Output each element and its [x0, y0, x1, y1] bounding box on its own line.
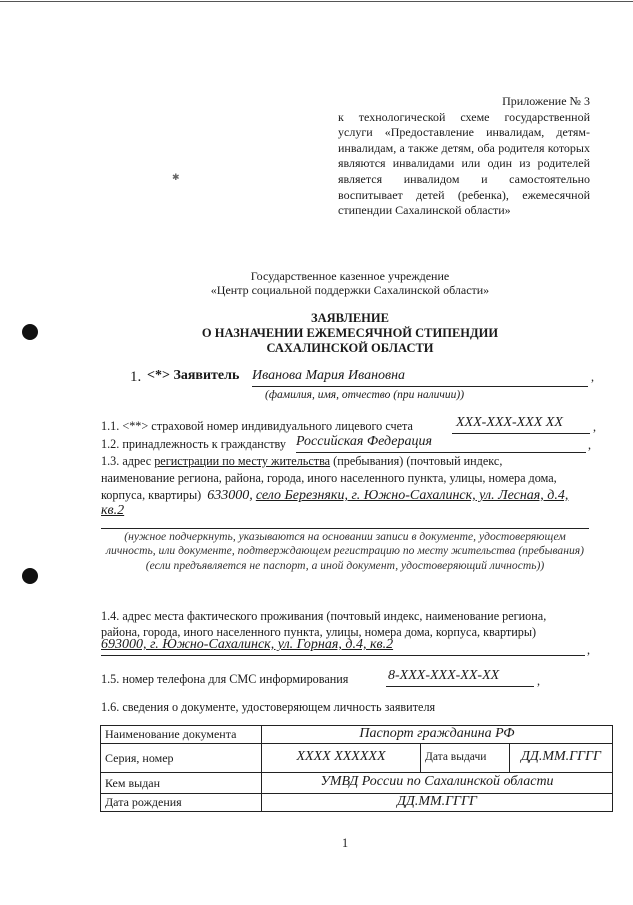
heading-line2: О НАЗНАЧЕНИИ ЕЖЕМЕСЯЧНОЙ СТИПЕНДИИ [201, 326, 499, 340]
table-row [101, 743, 613, 772]
registration-address-value: село Березняки, г. Южно-Сахалинск, ул. Лесная, д.4, [255, 488, 569, 503]
citizenship-label: 1.2. принадлежность к гражданству [101, 437, 286, 451]
doc-issued-by-value: УМВД России по Сахалинской области [262, 772, 613, 793]
binder-hole-bottom [22, 568, 38, 584]
applicant-name-value: Иванова Мария Ивановна [252, 368, 406, 383]
phone-label: 1.5. номер телефона для СМС информирования [101, 672, 349, 686]
snils-label: 1.1. <**> страховой номер индивидуального лицевого счета [101, 419, 413, 433]
actual-address-comma: , [587, 643, 591, 657]
citizenship-field [296, 434, 586, 453]
registration-address-line2: наименование региона, района, города, иного населенного пункта, улицы, номера дома, [101, 471, 557, 485]
appendix-title: Приложение № 3 [502, 94, 590, 108]
phone-field [386, 668, 534, 687]
item1-label: <*> Заявитель [147, 368, 240, 383]
table-row [101, 793, 613, 811]
heading-line3: САХАЛИНСКОЙ ОБЛАСТИ [266, 341, 434, 355]
phone-comma: , [537, 674, 541, 688]
doc-issued-by-label: Кем выдан [101, 772, 262, 793]
scan-speck: ✱ [172, 172, 180, 182]
doc-issue-date-label: Дата выдачи [421, 743, 510, 772]
item1-number: 1. [130, 369, 142, 385]
registration-suffix: (пребывания) (почтовый индекс, [333, 454, 503, 468]
actual-address-line1: 1.4. адрес места фактического проживания (почтовый индекс, наименование региона, [101, 609, 547, 623]
registration-line3-label: корпуса, квартиры) [101, 488, 202, 502]
phone-value: 8-XXX-XXX-XX-XX [388, 668, 500, 683]
id-document-label: 1.6. сведения о документе, удостоверяющем личность заявителя [101, 700, 436, 714]
doc-birth-date-value: ДД.ММ.ГГГГ [262, 793, 613, 811]
registration-address-line1 [101, 454, 502, 469]
citizenship-value: Российская Федерация [296, 434, 432, 449]
registration-address-line4 [101, 503, 589, 520]
registration-zip: 633000, [207, 488, 253, 503]
actual-address-value: 693000, г. Южно-Сахалинск, ул. Горная, д.4, кв.2 [101, 637, 394, 652]
doc-series-value: XXXX XXXXXX [262, 743, 421, 772]
institution-name [150, 269, 550, 298]
snils-value: XXX-XXX-XXX XX [456, 415, 563, 430]
doc-birth-date-label: Дата рождения [101, 793, 262, 811]
appendix-block [338, 94, 590, 219]
table-row [101, 726, 613, 744]
applicant-name-caption: (фамилия, имя, отчество (при наличии)) [265, 389, 465, 401]
institution-line2: «Центр социальной поддержки Сахалинской области» [210, 283, 490, 298]
page-number: 1 [342, 836, 349, 850]
id-document-table [100, 725, 613, 812]
appendix-text: к технологической схеме государственной услуги «Предоставление инвалидам, детям-инвалидам, а также детям, оба родителя которых являются инвалидами или один из родителей является инвалидом и самостоятельно воспитывает детей (ребенка), ежемесячной стипендии Сахалинской области» [338, 109, 590, 218]
institution-line1: Государственное казенное учреждение [250, 269, 450, 283]
doc-name-label: Наименование документа [101, 726, 262, 744]
snils-comma: , [593, 420, 597, 434]
doc-name-value: Паспорт гражданина РФ [262, 726, 613, 744]
actual-address-line2: района, города, иного населенного пункта, улицы, номера дома, корпуса, квартиры) [101, 625, 537, 639]
registration-underlined: регистрации по месту жительства [154, 454, 331, 468]
registration-prefix: 1.3. адрес [101, 454, 152, 468]
registration-apartment: кв.2 [101, 503, 125, 518]
table-row [101, 772, 613, 793]
item1-comma: , [591, 370, 595, 384]
page-top-edge [0, 1, 633, 2]
snils-field [452, 415, 590, 434]
doc-series-label: Серия, номер [101, 743, 262, 772]
doc-issue-date-value: ДД.ММ.ГГГГ [510, 743, 613, 772]
citizenship-comma: , [588, 438, 592, 452]
document-heading [100, 311, 600, 356]
registration-note: (нужное подчеркнуть, указываются на основании записи в документе, удостоверяющем личность, или документе, подтверждающем регистрацию по месту жительства (пребывания) (если предъявляется не паспорт, а иной документ, удостоверяющий личность)) [106, 530, 584, 572]
applicant-name-field [252, 368, 588, 387]
binder-hole-top [22, 324, 38, 340]
heading-line1: ЗАЯВЛЕНИЕ [311, 311, 389, 325]
registration-blank-line [101, 528, 589, 529]
actual-address-field [101, 637, 585, 656]
